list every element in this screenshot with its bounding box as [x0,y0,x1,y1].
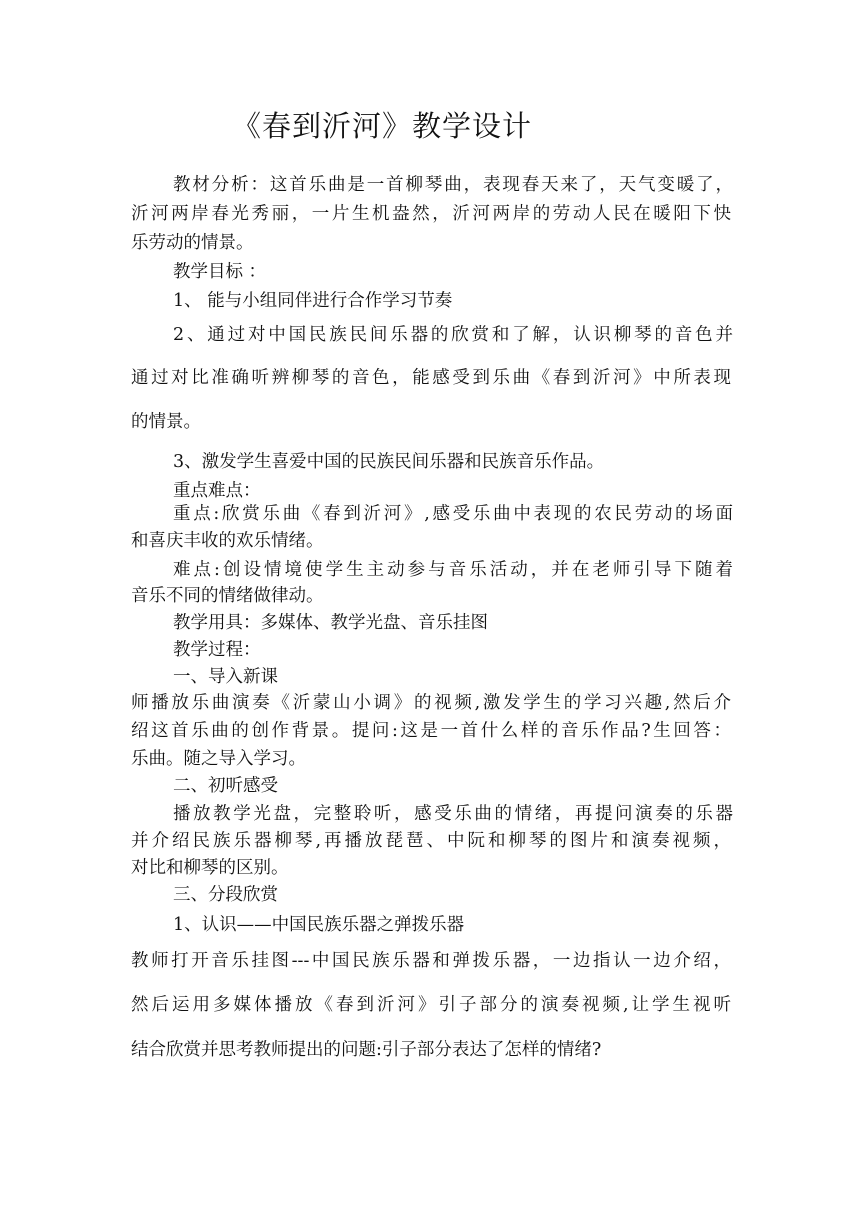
paragraph-line: 沂河两岸春光秀丽，一片生机盎然，沂河两岸的劳动人民在暖阳下快 [131,204,731,224]
paragraph-line: 师播放乐曲演奏《沂蒙山小调》的视频,激发学生的学习兴趣,然后介 [131,693,731,713]
list-item: 2、通过对中国民族民间乐器的欣赏和了解，认识柳琴的音色并 [173,325,733,345]
section-heading: 一、导入新课 [173,667,278,687]
paragraph-line: 教学用具：多媒体、教学光盘、音乐挂图 [173,613,488,633]
paragraph-line: 和喜庆丰收的欢乐情绪。 [131,531,324,551]
paragraph-line: 对比和柳琴的区别。 [131,858,289,878]
section-heading: 三、分段欣赏 [173,885,278,905]
paragraph-line: 绍这首乐曲的创作背景。提问:这是一首什么样的音乐作品?生回答： [131,721,731,741]
paragraph-line: 播放教学光盘，完整聆听，感受乐曲的情绪，再提问演奏的乐器 [173,804,733,824]
section-heading: 教学过程： [173,640,261,660]
paragraph-line: 教材分析：这首乐曲是一首柳琴曲，表现春天来了，天气变暖了， [173,175,733,195]
paragraph-line: 然后运用多媒体播放《春到沂河》引子部分的演奏视频,让学生视听 [131,995,731,1015]
paragraph-line: 音乐不同的情绪做律动。 [131,586,324,606]
paragraph-line: 教师打开音乐挂图---中国民族乐器和弹拨乐器，一边指认一边介绍， [131,951,731,971]
document-title: 《春到沂河》教学设计 [232,109,533,143]
section-heading: 教学目标 ： [173,262,267,282]
paragraph-line: 重点:欣赏乐曲《春到沂河》,感受乐曲中表现的农民劳动的场面 [173,504,733,524]
list-item: 1、认识——中国民族乐器之弹拨乐器 [173,915,465,935]
paragraph-line: 的情景。 [131,412,201,432]
list-item: 3、激发学生喜爱中国的民族民间乐器和民族音乐作品。 [173,452,605,472]
paragraph-line: 并介绍民族乐器柳琴,再播放琵琶、中阮和柳琴的图片和演奏视频， [131,831,731,851]
section-heading: 二、初听感受 [173,776,278,796]
paragraph-line: 乐曲。随之导入学习。 [131,749,306,769]
paragraph-line: 通过对比准确听辨柳琴的音色，能感受到乐曲《春到沂河》中所表现 [131,368,731,388]
paragraph-line: 乐劳动的情景。 [131,233,254,253]
section-heading: 重点难点： [173,481,261,501]
paragraph-line: 结合欣赏并思考教师提出的问题:引子部分表达了怎样的情绪? [131,1040,602,1060]
paragraph-line: 难点:创设情境使学生主动参与音乐活动，并在老师引导下随着 [173,560,733,580]
list-item: 1、 能与小组同伴进行合作学习节奏 [173,291,453,311]
